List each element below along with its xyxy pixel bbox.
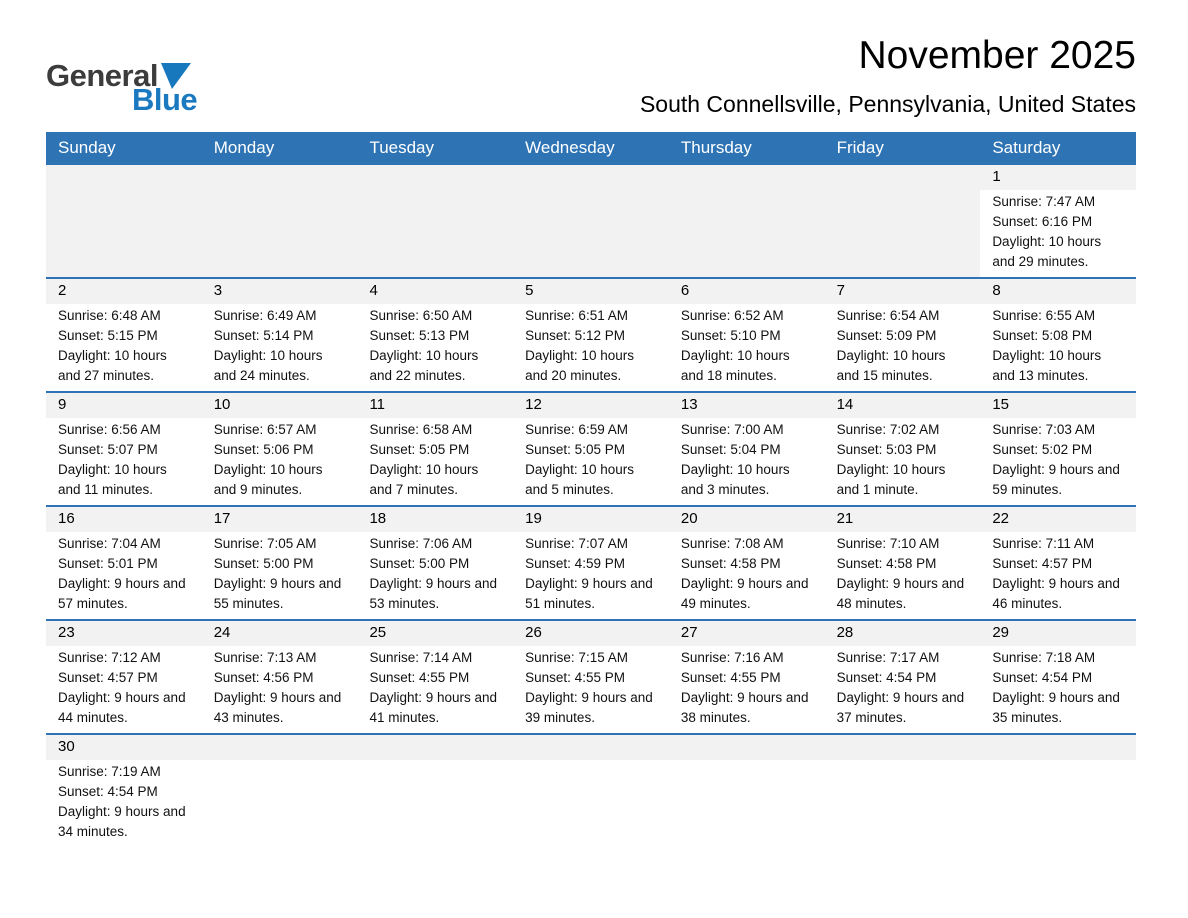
location-subtitle: South Connellsville, Pennsylvania, United States [639, 90, 1136, 117]
sunrise-text: Sunrise: 7:08 AM [680, 535, 784, 551]
day-cell-1 [980, 165, 1136, 277]
page-header [0, 0, 1188, 132]
day-details [202, 646, 358, 733]
sunset-text: Sunset: 5:15 PM [58, 327, 158, 343]
sunset-text: Sunset: 5:06 PM [213, 441, 314, 457]
daylight-text: Daylight: 9 hours and 53 minutes. [369, 575, 498, 611]
daylight-text: Daylight: 10 hours and 22 minutes. [369, 347, 479, 383]
day-details [825, 646, 981, 733]
sunset-text: Sunset: 4:58 PM [680, 555, 781, 571]
day-number [46, 165, 202, 190]
sunset-text: Sunset: 5:00 PM [213, 555, 314, 571]
day-number: 13 [669, 393, 825, 418]
day-details [980, 646, 1136, 733]
sunrise-text: Sunrise: 7:15 AM [525, 649, 628, 665]
sunset-text: Sunset: 4:54 PM [992, 669, 1093, 685]
sunset-text: Sunset: 4:54 PM [58, 783, 158, 799]
day-cell-21 [825, 507, 981, 619]
day-number [357, 165, 513, 190]
sunrise-text: Sunrise: 7:19 AM [58, 763, 161, 779]
day-number: 18 [357, 507, 513, 532]
empty-cell [513, 735, 669, 847]
day-details [980, 532, 1136, 619]
day-details [513, 646, 669, 733]
daylight-text: Daylight: 10 hours and 15 minutes. [836, 347, 946, 383]
day-cell-17 [202, 507, 358, 619]
day-number [825, 165, 981, 190]
daylight-text: Daylight: 9 hours and 46 minutes. [992, 575, 1120, 611]
empty-cell [46, 165, 202, 277]
general-blue-logo [46, 60, 197, 115]
day-number: 20 [669, 507, 825, 532]
week-row-2 [46, 277, 1136, 391]
sunrise-text: Sunrise: 7:12 AM [58, 649, 161, 665]
sunrise-text: Sunrise: 7:00 AM [680, 421, 784, 437]
daylight-text: Daylight: 9 hours and 38 minutes. [680, 689, 809, 725]
day-number: 4 [357, 279, 513, 304]
sunset-text: Sunset: 5:07 PM [58, 441, 158, 457]
sunset-text: Sunset: 5:03 PM [836, 441, 937, 457]
day-cell-30 [46, 735, 202, 847]
empty-cell [980, 735, 1136, 847]
sunrise-text: Sunrise: 7:03 AM [992, 421, 1096, 437]
day-cell-11 [357, 393, 513, 505]
sunset-text: Sunset: 5:01 PM [58, 555, 158, 571]
daylight-text: Daylight: 9 hours and 51 minutes. [525, 575, 653, 611]
day-details [46, 532, 202, 619]
day-cell-27 [669, 621, 825, 733]
daylight-text: Daylight: 9 hours and 48 minutes. [836, 575, 965, 611]
daylight-text: Daylight: 10 hours and 20 minutes. [525, 347, 634, 383]
day-details [357, 304, 513, 391]
month-title: November 2025 [858, 34, 1136, 77]
day-cell-6 [669, 279, 825, 391]
sunset-text: Sunset: 5:04 PM [680, 441, 781, 457]
daylight-text: Daylight: 10 hours and 7 minutes. [369, 461, 479, 497]
weekday-friday: Friday [836, 137, 884, 157]
weekday-saturday: Saturday [992, 137, 1061, 157]
weekday-tuesday: Tuesday [369, 137, 435, 157]
day-details [46, 418, 202, 505]
day-cell-7 [825, 279, 981, 391]
sunrise-text: Sunrise: 6:57 AM [213, 421, 317, 437]
day-details [357, 646, 513, 733]
day-number: 19 [513, 507, 669, 532]
sunset-text: Sunset: 5:02 PM [992, 441, 1093, 457]
day-number [980, 735, 1136, 760]
weekday-sunday: Sunday [58, 137, 116, 157]
day-number: 28 [825, 621, 981, 646]
day-number: 30 [46, 735, 202, 760]
sunrise-text: Sunrise: 7:14 AM [369, 649, 473, 665]
day-details [357, 532, 513, 619]
sunset-text: Sunset: 5:00 PM [369, 555, 470, 571]
day-number: 6 [669, 279, 825, 304]
sunset-text: Sunset: 4:55 PM [525, 669, 625, 685]
sunrise-text: Sunrise: 6:48 AM [58, 307, 161, 323]
weekday-header-row [46, 132, 1136, 165]
day-number: 11 [357, 393, 513, 418]
day-details [513, 304, 669, 391]
day-details [357, 418, 513, 505]
daylight-text: Daylight: 10 hours and 11 minutes. [58, 461, 167, 497]
sunset-text: Sunset: 4:55 PM [369, 669, 470, 685]
day-number: 5 [513, 279, 669, 304]
day-details [980, 304, 1136, 391]
day-number: 16 [46, 507, 202, 532]
day-cell-22 [980, 507, 1136, 619]
sunrise-text: Sunrise: 6:59 AM [525, 421, 628, 437]
day-details [46, 304, 202, 391]
day-number [513, 165, 669, 190]
day-number [202, 165, 358, 190]
day-cell-14 [825, 393, 981, 505]
sunset-text: Sunset: 4:55 PM [680, 669, 781, 685]
day-details [202, 418, 358, 505]
day-cell-10 [202, 393, 358, 505]
weeks-container [46, 165, 1136, 847]
sunset-text: Sunset: 6:16 PM [992, 213, 1093, 229]
daylight-text: Daylight: 10 hours and 18 minutes. [680, 347, 790, 383]
day-number [202, 735, 358, 760]
day-details [513, 418, 669, 505]
sunset-text: Sunset: 5:08 PM [992, 327, 1093, 343]
day-details [825, 304, 981, 391]
day-number [825, 735, 981, 760]
daylight-text: Daylight: 10 hours and 1 minute. [836, 461, 946, 497]
day-details [669, 646, 825, 733]
sunset-text: Sunset: 4:54 PM [836, 669, 937, 685]
day-cell-5 [513, 279, 669, 391]
day-number: 22 [980, 507, 1136, 532]
logo-text-general: General [46, 58, 158, 93]
empty-cell [825, 735, 981, 847]
day-number: 15 [980, 393, 1136, 418]
day-cell-2 [46, 279, 202, 391]
empty-cell [202, 165, 358, 277]
day-cell-25 [357, 621, 513, 733]
sunset-text: Sunset: 5:14 PM [213, 327, 314, 343]
day-cell-20 [669, 507, 825, 619]
calendar-grid [46, 132, 1136, 847]
day-number [669, 735, 825, 760]
sunrise-text: Sunrise: 7:16 AM [680, 649, 784, 665]
day-number: 23 [46, 621, 202, 646]
sunrise-text: Sunrise: 7:07 AM [525, 535, 628, 551]
day-number: 25 [357, 621, 513, 646]
day-details [669, 304, 825, 391]
empty-cell [825, 165, 981, 277]
day-number: 27 [669, 621, 825, 646]
sunset-text: Sunset: 4:56 PM [213, 669, 314, 685]
day-number: 12 [513, 393, 669, 418]
daylight-text: Daylight: 10 hours and 5 minutes. [525, 461, 634, 497]
day-cell-24 [202, 621, 358, 733]
day-details [202, 304, 358, 391]
day-details [825, 418, 981, 505]
week-row-5 [46, 619, 1136, 733]
sunrise-text: Sunrise: 7:47 AM [992, 193, 1096, 209]
sunrise-text: Sunrise: 7:13 AM [213, 649, 317, 665]
sunset-text: Sunset: 4:57 PM [992, 555, 1093, 571]
day-cell-3 [202, 279, 358, 391]
day-number [357, 735, 513, 760]
week-row-1 [46, 165, 1136, 277]
empty-cell [669, 735, 825, 847]
day-cell-29 [980, 621, 1136, 733]
sunrise-text: Sunrise: 7:11 AM [992, 535, 1095, 551]
sunset-text: Sunset: 5:13 PM [369, 327, 470, 343]
day-cell-19 [513, 507, 669, 619]
day-number: 24 [202, 621, 358, 646]
day-number: 8 [980, 279, 1136, 304]
sunrise-text: Sunrise: 7:18 AM [992, 649, 1096, 665]
sunset-text: Sunset: 4:59 PM [525, 555, 625, 571]
day-number: 21 [825, 507, 981, 532]
day-number: 2 [46, 279, 202, 304]
logo-text-blue: Blue [132, 82, 198, 117]
daylight-text: Daylight: 9 hours and 59 minutes. [992, 461, 1120, 497]
day-number: 7 [825, 279, 981, 304]
day-number: 14 [825, 393, 981, 418]
day-cell-12 [513, 393, 669, 505]
daylight-text: Daylight: 9 hours and 41 minutes. [369, 689, 498, 725]
sunrise-text: Sunrise: 6:50 AM [369, 307, 473, 323]
week-row-3 [46, 391, 1136, 505]
day-cell-28 [825, 621, 981, 733]
sunrise-text: Sunrise: 7:10 AM [836, 535, 940, 551]
day-details [202, 532, 358, 619]
day-cell-8 [980, 279, 1136, 391]
sunset-text: Sunset: 5:05 PM [525, 441, 625, 457]
sunrise-text: Sunrise: 7:06 AM [369, 535, 473, 551]
sunset-text: Sunset: 5:10 PM [680, 327, 781, 343]
daylight-text: Daylight: 9 hours and 49 minutes. [680, 575, 809, 611]
sunrise-text: Sunrise: 6:49 AM [213, 307, 317, 323]
sunset-text: Sunset: 4:58 PM [836, 555, 937, 571]
sunset-text: Sunset: 4:57 PM [58, 669, 158, 685]
daylight-text: Daylight: 10 hours and 9 minutes. [213, 461, 323, 497]
sunrise-text: Sunrise: 7:05 AM [213, 535, 317, 551]
day-cell-4 [357, 279, 513, 391]
day-number [513, 735, 669, 760]
day-details [669, 532, 825, 619]
daylight-text: Daylight: 9 hours and 39 minutes. [525, 689, 653, 725]
empty-cell [669, 165, 825, 277]
sunset-text: Sunset: 5:05 PM [369, 441, 470, 457]
sunrise-text: Sunrise: 7:02 AM [836, 421, 940, 437]
daylight-text: Daylight: 10 hours and 27 minutes. [58, 347, 167, 383]
empty-cell [357, 165, 513, 277]
sunrise-text: Sunrise: 6:55 AM [992, 307, 1096, 323]
day-number: 1 [980, 165, 1136, 190]
sunset-text: Sunset: 5:12 PM [525, 327, 625, 343]
day-cell-23 [46, 621, 202, 733]
day-cell-18 [357, 507, 513, 619]
weekday-wednesday: Wednesday [525, 137, 615, 157]
empty-cell [202, 735, 358, 847]
day-details [46, 646, 202, 733]
daylight-text: Daylight: 9 hours and 55 minutes. [213, 575, 342, 611]
daylight-text: Daylight: 10 hours and 13 minutes. [992, 347, 1102, 383]
weekday-thursday: Thursday [680, 137, 752, 157]
daylight-text: Daylight: 9 hours and 44 minutes. [58, 689, 186, 725]
daylight-text: Daylight: 9 hours and 37 minutes. [836, 689, 965, 725]
day-details [980, 418, 1136, 505]
day-number: 3 [202, 279, 358, 304]
day-number [669, 165, 825, 190]
daylight-text: Daylight: 9 hours and 57 minutes. [58, 575, 186, 611]
week-row-4 [46, 505, 1136, 619]
daylight-text: Daylight: 10 hours and 3 minutes. [680, 461, 790, 497]
sunrise-text: Sunrise: 6:51 AM [525, 307, 628, 323]
sunrise-text: Sunrise: 7:04 AM [58, 535, 161, 551]
daylight-text: Daylight: 9 hours and 35 minutes. [992, 689, 1120, 725]
daylight-text: Daylight: 9 hours and 34 minutes. [58, 803, 186, 839]
day-number: 9 [46, 393, 202, 418]
day-details [669, 418, 825, 505]
sunrise-text: Sunrise: 6:58 AM [369, 421, 473, 437]
sunrise-text: Sunrise: 7:17 AM [836, 649, 940, 665]
day-number: 10 [202, 393, 358, 418]
sunrise-text: Sunrise: 6:54 AM [836, 307, 940, 323]
title-block [640, 34, 1136, 118]
daylight-text: Daylight: 10 hours and 24 minutes. [213, 347, 323, 383]
weekday-monday: Monday [213, 137, 275, 157]
daylight-text: Daylight: 9 hours and 43 minutes. [213, 689, 342, 725]
day-cell-13 [669, 393, 825, 505]
empty-cell [357, 735, 513, 847]
sunrise-text: Sunrise: 6:52 AM [680, 307, 784, 323]
empty-cell [513, 165, 669, 277]
day-cell-16 [46, 507, 202, 619]
sunset-text: Sunset: 5:09 PM [836, 327, 937, 343]
day-details [980, 190, 1136, 277]
sunrise-text: Sunrise: 6:56 AM [58, 421, 161, 437]
day-details [513, 532, 669, 619]
day-cell-15 [980, 393, 1136, 505]
day-details [46, 760, 202, 847]
day-number: 26 [513, 621, 669, 646]
day-details [825, 532, 981, 619]
day-number: 29 [980, 621, 1136, 646]
week-row-6 [46, 733, 1136, 847]
daylight-text: Daylight: 10 hours and 29 minutes. [992, 233, 1102, 269]
day-cell-9 [46, 393, 202, 505]
day-cell-26 [513, 621, 669, 733]
day-number: 17 [202, 507, 358, 532]
